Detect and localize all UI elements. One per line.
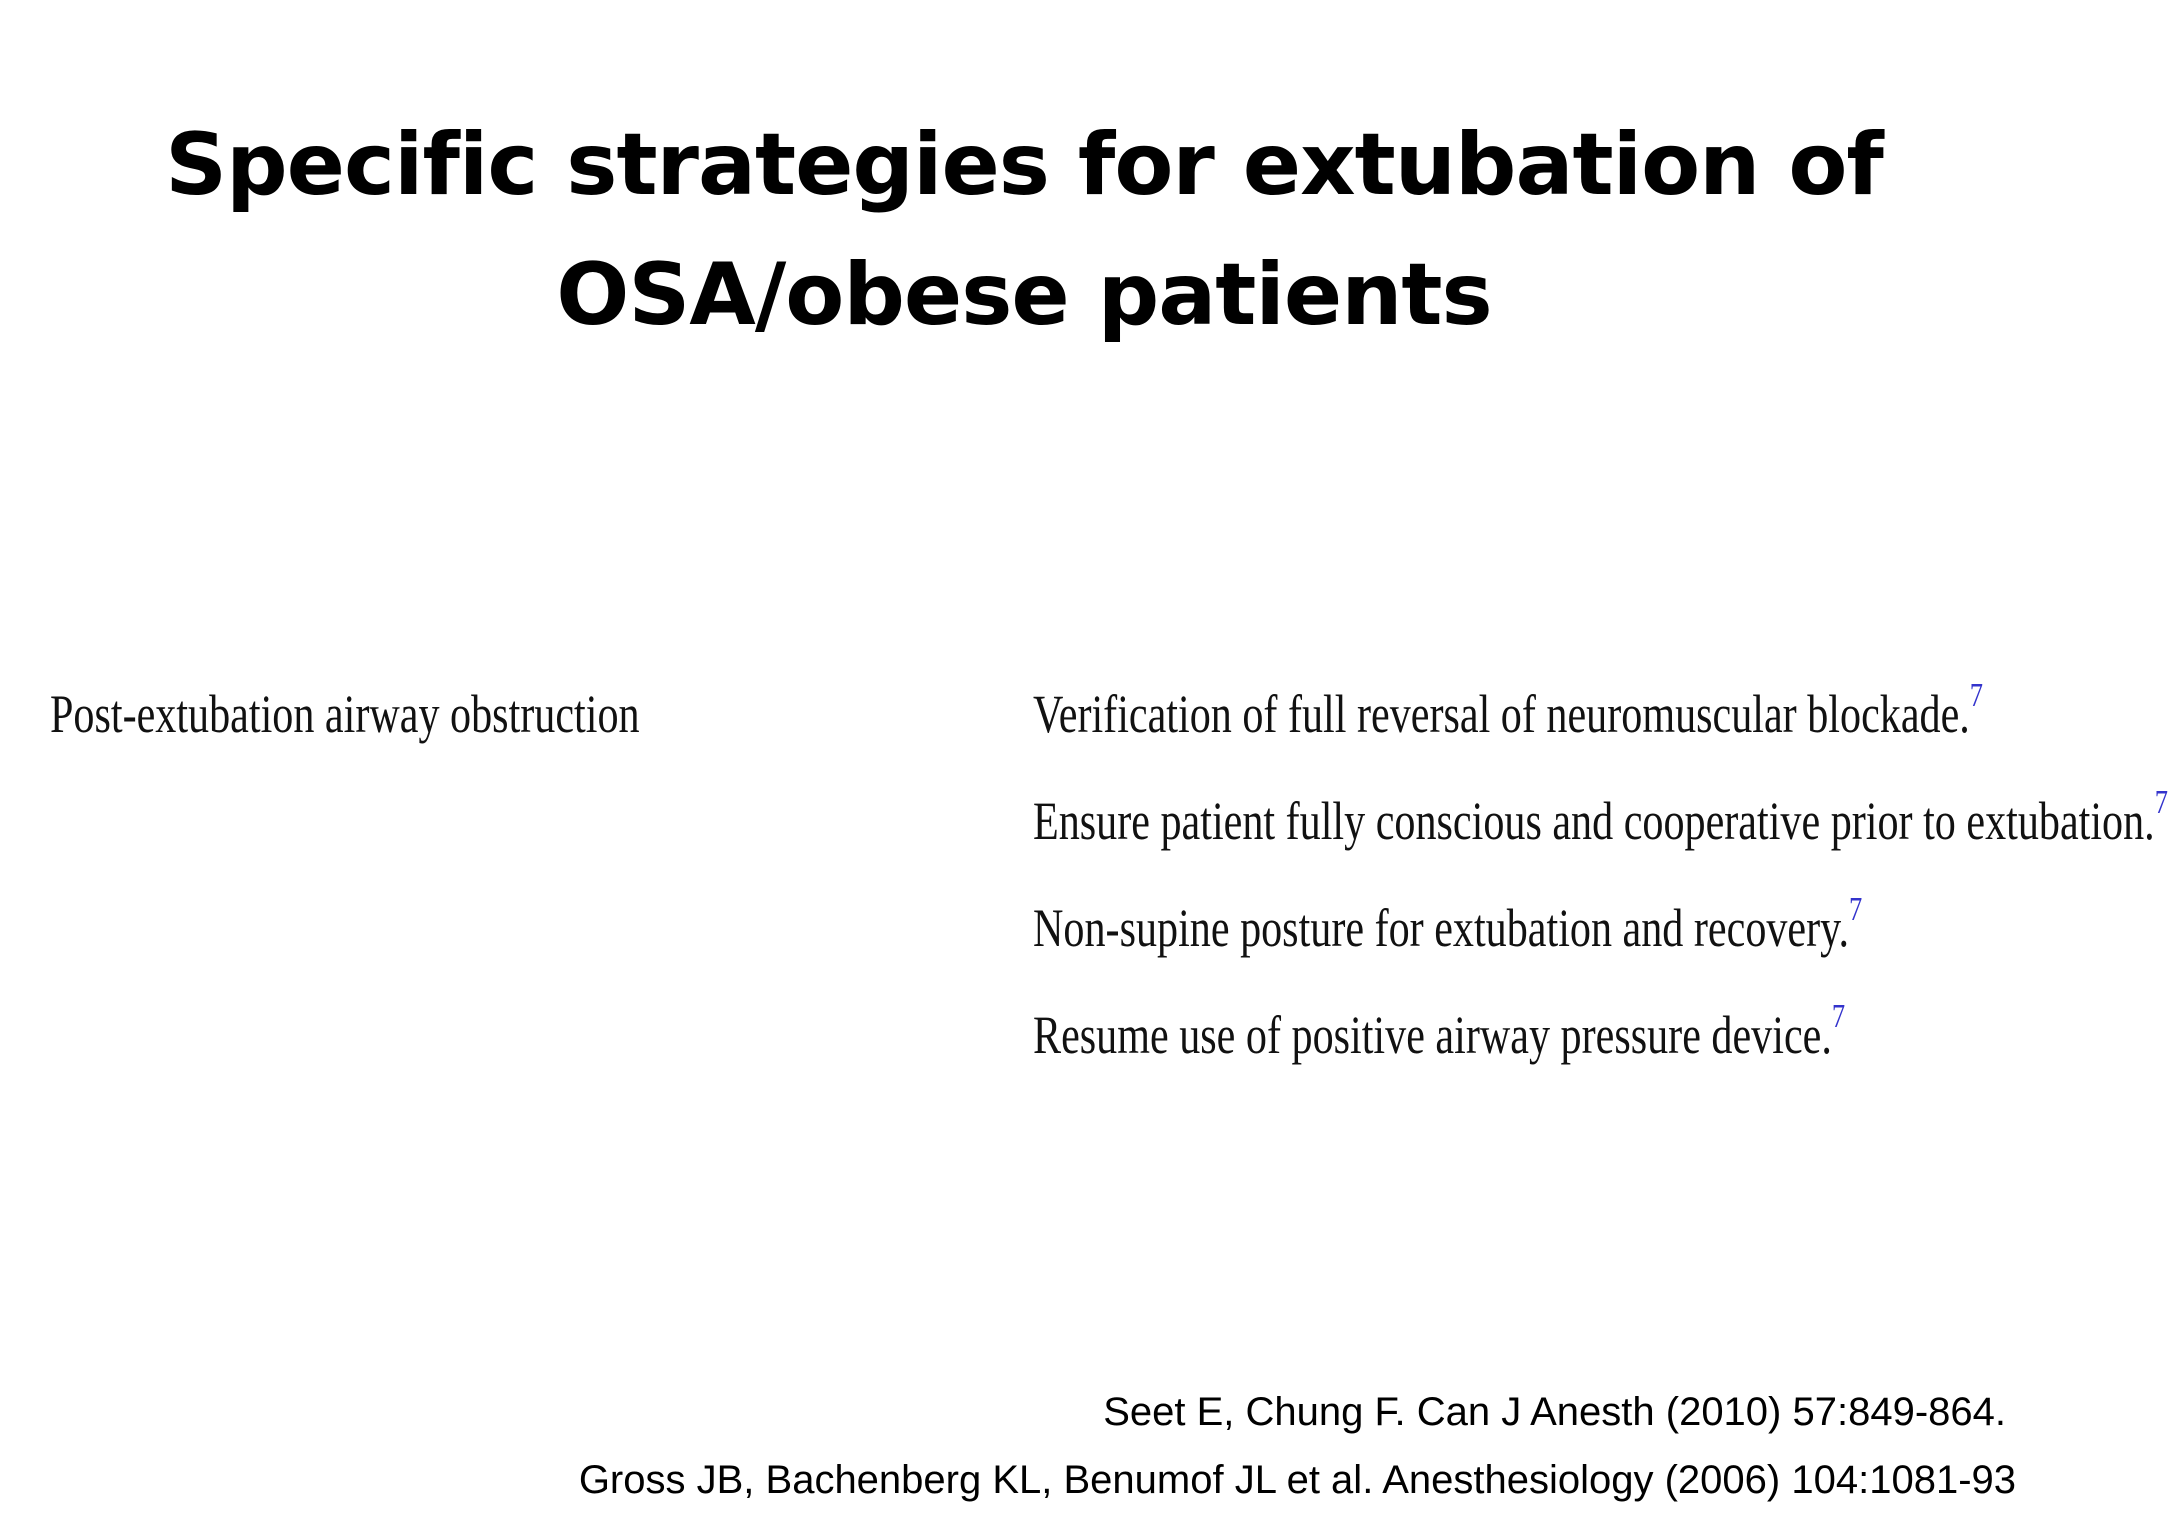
strategy-text: Verification of full reversal of neuromuscular blockade. [1033,684,1970,744]
reference-marker[interactable]: 7 [1969,677,1984,714]
reference-marker[interactable]: 7 [1849,891,1863,928]
problem-category: Post-extubation airway obstruction [50,684,640,744]
citation-gross-et-al: Gross JB, Bachenberg KL, Benumof JL et al. Anesthesiology (2006) 104:1081-93 [578,1458,2016,1502]
reference-marker[interactable]: 7 [2154,784,2168,821]
slide-title-line-1: Specific strategies for extubation of [165,115,1883,215]
strategy-item [1033,677,1984,744]
strategy-text: Ensure patient fully conscious and cooperative prior to extubation. [1033,791,2155,851]
strategy-item [1033,891,1863,958]
citation-seet-chung: Seet E, Chung F. Can J Anesth (2010) 57:849-864. [1103,1390,2006,1434]
strategy-item [1033,998,1846,1065]
reference-marker[interactable]: 7 [1831,998,1846,1035]
slide-title-line-2: OSA/obese patients [556,245,1492,345]
strategy-text: Resume use of positive airway pressure device. [1033,1005,1832,1065]
strategy-item [1033,784,2168,851]
slide-title [0,100,2048,360]
strategy-text: Non-supine posture for extubation and recovery. [1033,898,1850,958]
